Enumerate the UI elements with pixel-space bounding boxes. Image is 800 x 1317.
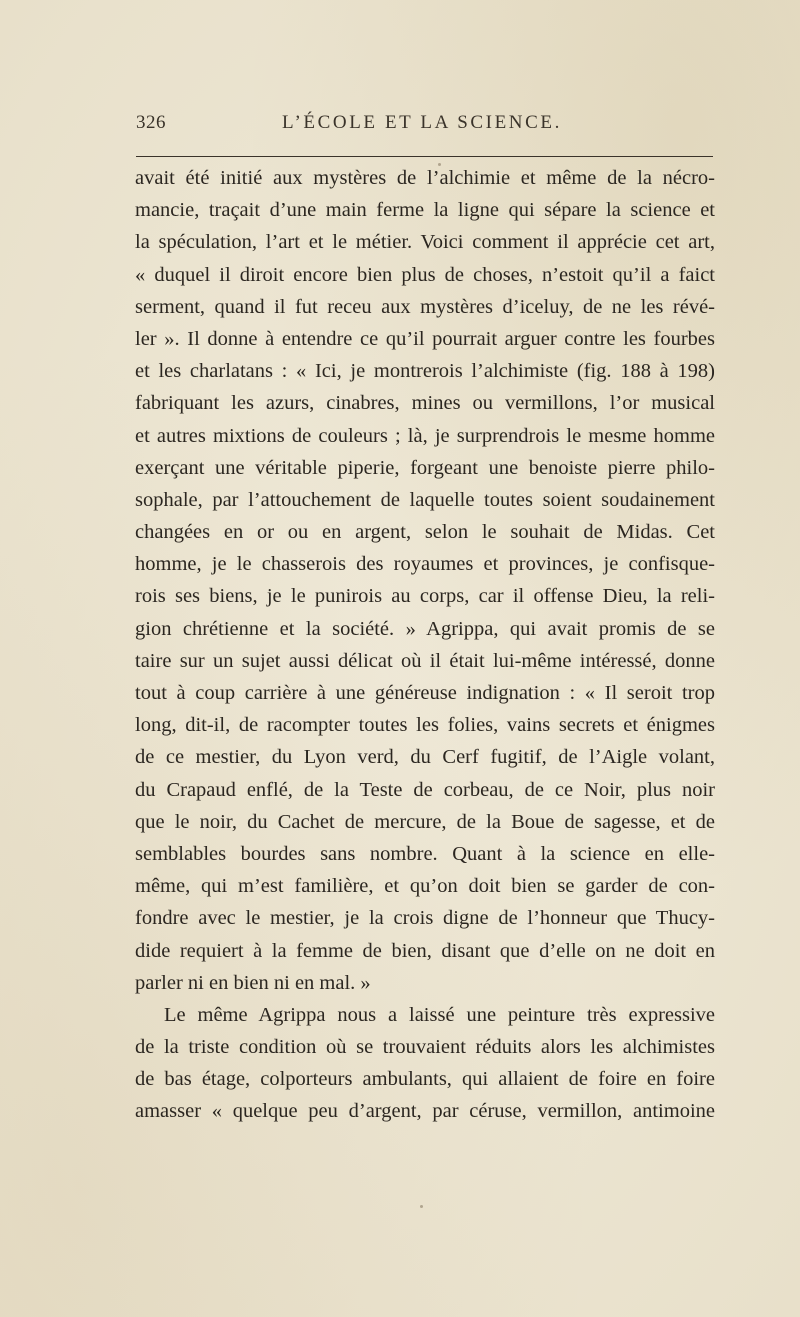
- text-line-24: fondre avec le mestier, je la crois digne de l’honneur que Thucy-: [135, 907, 715, 930]
- text-line-25: dide requiert à la femme de bien, disant que d’elle on ne doit en: [135, 939, 715, 962]
- text-line-16: taire sur un sujet aussi délicat où il était lui-même intéressé, donne: [135, 649, 715, 672]
- text-line-9: et autres mixtions de couleurs ; là, je surprendrois le mesme homme: [135, 424, 715, 447]
- text-line-3: la spéculation, l’art et le métier. Voici comment il apprécie cet art,: [135, 231, 715, 254]
- running-head: [136, 112, 714, 142]
- text-line-13: homme, je le chasserois des royaumes et provinces, je confisque-: [135, 553, 715, 576]
- text-line-4: « duquel il diroit encore bien plus de choses, n’estoit qu’il a faict: [135, 263, 715, 286]
- running-title: L’ÉCOLE ET LA SCIENCE.: [282, 112, 562, 133]
- paper-speck: [420, 1205, 423, 1208]
- text-line-10: exerçant une véritable piperie, forgeant une benoiste pierre philo-: [135, 456, 715, 479]
- body-text: [135, 162, 715, 1128]
- text-line-12: changées en or ou en argent, selon le souhait de Midas. Cet: [135, 521, 715, 544]
- text-line-5: serment, quand il fut receu aux mystères d’iceluy, de ne les révé-: [135, 295, 715, 318]
- text-line-26: parler ni en bien ni en mal. »: [135, 971, 371, 994]
- text-line-14: rois ses biens, je le punirois au corps, car il offense Dieu, la reli-: [135, 585, 715, 608]
- text-line-22: semblables bourdes sans nombre. Quant à la science en elle-: [135, 842, 715, 865]
- text-line-15: gion chrétienne et la société. » Agrippa, qui avait promis de se: [135, 617, 715, 640]
- text-line-1: avait été initié aux mystères de l’alchimie et même de la nécro-: [135, 167, 715, 189]
- text-line-11: sophale, par l’attouchement de laquelle toutes soient soudainement: [135, 488, 715, 511]
- text-line-19: de ce mestier, du Lyon verd, du Cerf fugitif, de l’Aigle volant,: [135, 746, 715, 769]
- text-line-28: de la triste condition où se trouvaient réduits alors les alchimistes: [135, 1036, 715, 1059]
- text-line-18: long, dit-il, de racompter toutes les folies, vains secrets et énigmes: [135, 714, 715, 737]
- text-line-17: tout à coup carrière à une généreuse indignation : « Il seroit trop: [135, 682, 715, 704]
- page-number: 326: [136, 112, 166, 133]
- text-line-30: amasser « quelque peu d’argent, par céruse, vermillon, antimoine: [135, 1100, 715, 1123]
- text-line-29: de bas étage, colporteurs ambulants, qui allaient de foire en foire: [135, 1068, 715, 1091]
- paper-speck: [438, 163, 441, 166]
- header-rule: [136, 156, 713, 157]
- text-line-27: Le même Agrippa nous a laissé une peinture très expressive: [164, 1003, 715, 1026]
- text-line-21: que le noir, du Cachet de mercure, de la Boue de sagesse, et de: [135, 810, 715, 833]
- text-line-7: et les charlatans : « Ici, je montrerois l’alchimiste (fig. 188 à 198): [135, 360, 715, 383]
- text-line-8: fabriquant les azurs, cinabres, mines ou vermillons, l’or musical: [135, 392, 715, 415]
- text-line-6: ler ». Il donne à entendre ce qu’il pourrait arguer contre les fourbes: [135, 327, 715, 350]
- text-line-2: mancie, traçait d’une main ferme la ligne qui sépare la science et: [135, 199, 715, 222]
- text-line-20: du Crapaud enflé, de la Teste de corbeau, de ce Noir, plus noir: [135, 778, 715, 801]
- text-line-23: même, qui m’est familière, et qu’on doit bien se garder de con-: [135, 875, 715, 898]
